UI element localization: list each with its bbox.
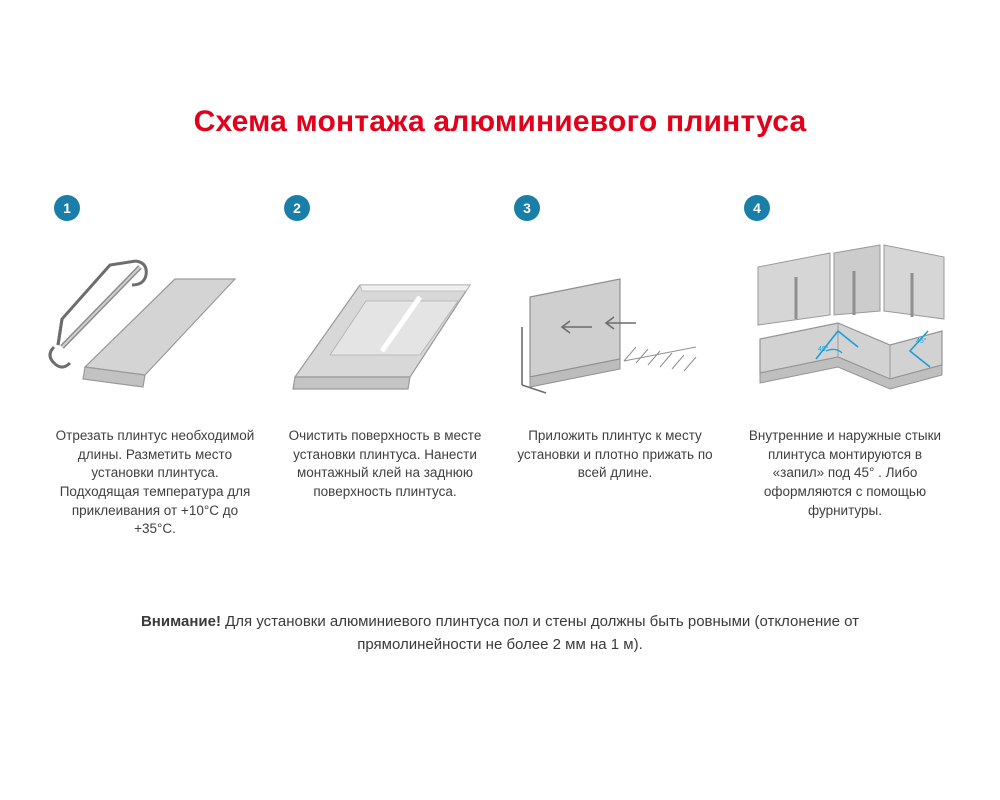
step-1 — [40, 195, 270, 539]
step-2-illustration — [270, 227, 500, 417]
skirting-profile-cleaning-icon — [270, 227, 500, 417]
step-4 — [730, 195, 960, 520]
hacksaw-cutting-skirting-icon — [40, 227, 270, 417]
step-4-badge: 4 — [744, 195, 770, 221]
step-3-illustration — [500, 227, 730, 417]
press-skirting-to-wall-icon — [500, 227, 730, 417]
step-1-illustration — [40, 227, 270, 417]
step-2-badge: 2 — [284, 195, 310, 221]
step-1-caption: Отрезать плинтус необходимой длины. Разметить место установки плинтуса. Подходящая температура для приклеивания от +10°С до +35°С. — [55, 428, 255, 537]
step-4-illustration — [730, 227, 960, 417]
step-3 — [500, 195, 730, 483]
angle-label-1: 45° — [818, 346, 829, 353]
corner-joints-45-degrees-icon — [730, 227, 960, 417]
steps-row — [40, 195, 960, 539]
step-1-badge: 1 — [54, 195, 80, 221]
page-title: Схема монтажа алюминиевого плинтуса — [193, 105, 807, 138]
step-2-caption: Очистить поверхность в месте установки плинтуса. Нанести монтажный клей на заднюю поверхность плинтуса. — [288, 428, 482, 499]
step-3-caption: Приложить плинтус к месту установки и плотно прижать по всей длине. — [517, 428, 713, 481]
step-2 — [270, 195, 500, 502]
warning-text: Для установки алюминиевого плинтуса пол и стены должны быть ровными (отклонение от прямолинейности не более 2 мм на 1 м). — [220, 613, 860, 654]
warning-lead: Внимание! — [140, 613, 221, 630]
step-4-caption: Внутренние и наружные стыки плинтуса монтируются в «запил» под 45° . Либо оформляются с помощью фурнитуры. — [748, 428, 942, 518]
step-3-badge: 3 — [514, 195, 540, 221]
warning-note — [80, 610, 920, 657]
angle-label-2: 45° — [916, 338, 927, 345]
